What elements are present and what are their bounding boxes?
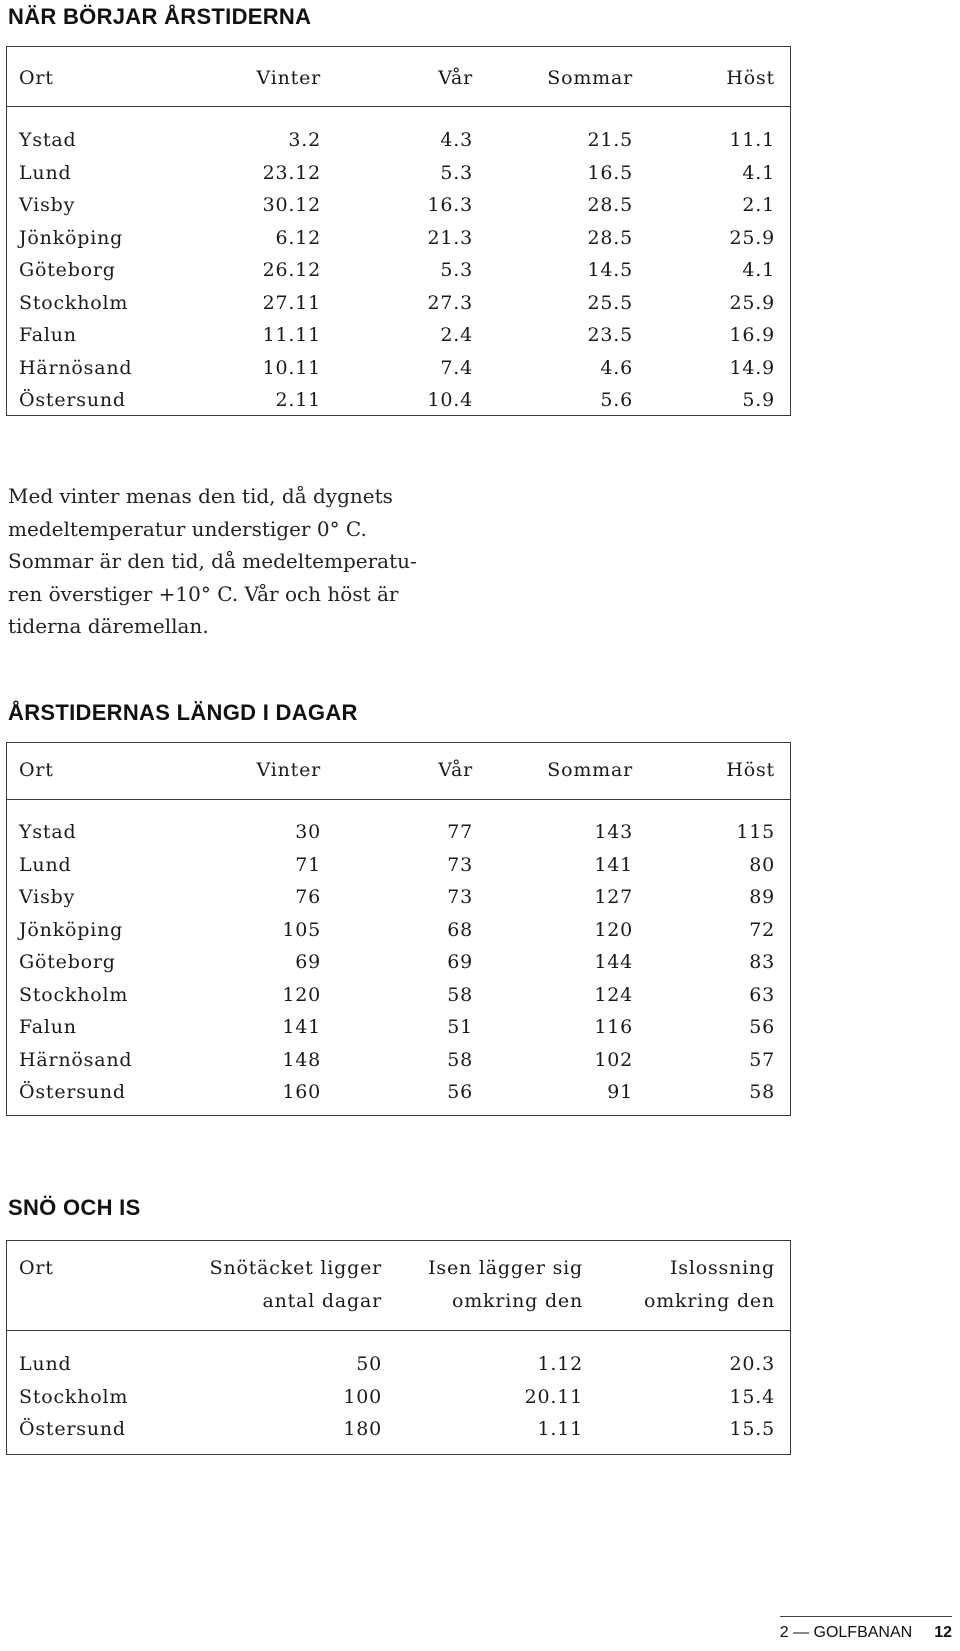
table-row <box>7 1011 790 1044</box>
table-cell: Ystad <box>19 821 77 843</box>
table-cell: 143 <box>594 821 633 843</box>
table-cell: 80 <box>749 853 775 876</box>
table-cell: Stockholm <box>19 291 129 314</box>
table-cell: 30 <box>295 821 321 843</box>
table-cell: 11.11 <box>262 324 321 346</box>
table-cell: 69 <box>295 951 321 973</box>
table-cell: Sommar <box>547 759 633 781</box>
note-line: medeltemperatur understiger 0° C. <box>8 516 367 541</box>
table-cell: Höst <box>726 67 775 89</box>
section-title-season-start: NÄR BÖRJAR ÅRSTIDERNA <box>8 4 312 29</box>
table-cell: 73 <box>447 886 473 908</box>
table-cell: 83 <box>749 951 775 973</box>
season-length-table <box>6 742 791 1116</box>
table-cell: 51 <box>447 1016 473 1038</box>
table-row <box>7 881 790 914</box>
table-cell: 10.4 <box>427 389 473 411</box>
table-cell: Höst <box>726 759 775 781</box>
table-cell: 56 <box>447 1081 473 1103</box>
table-cell: 23.12 <box>262 161 321 184</box>
table-cell: 58 <box>749 1081 775 1103</box>
table-cell: 26.12 <box>262 259 321 281</box>
table-cell: 20.11 <box>524 1385 583 1408</box>
table-header-cell: Isen lägger sig <box>428 1257 583 1279</box>
table-cell: 141 <box>282 1016 321 1038</box>
table-header-cell: Snötäcket ligger <box>209 1257 382 1279</box>
table-cell: 180 <box>343 1418 382 1440</box>
table-header-cell: Islossning <box>670 1257 775 1279</box>
table-cell: Härnösand <box>19 356 133 379</box>
season-start-body <box>7 124 790 417</box>
table-cell: 27.3 <box>427 291 473 314</box>
season-length-header <box>7 754 790 787</box>
table-cell: 89 <box>749 886 775 908</box>
table-header-row <box>7 62 790 95</box>
table-cell: 30.12 <box>262 194 321 216</box>
table-row <box>7 1348 790 1381</box>
table-cell: 160 <box>282 1081 321 1103</box>
table-cell: 120 <box>282 983 321 1006</box>
table-cell: 15.5 <box>729 1418 775 1440</box>
table-cell: 4.1 <box>742 161 775 184</box>
table-cell: Visby <box>19 886 76 908</box>
table-row <box>7 816 790 849</box>
table-cell: 73 <box>447 853 473 876</box>
table-cell: 21.5 <box>587 129 633 151</box>
table-cell: 57 <box>749 1048 775 1071</box>
table-cell: Göteborg <box>19 259 116 281</box>
table-cell: 1.12 <box>537 1353 583 1375</box>
table-cell: 120 <box>594 918 633 941</box>
table-cell: 63 <box>749 983 775 1006</box>
table-header-row <box>7 1285 790 1318</box>
table-header-cell: antal dagar <box>262 1289 382 1312</box>
table-cell: 3.2 <box>288 129 321 151</box>
table-cell: Göteborg <box>19 951 116 973</box>
table-cell: Stockholm <box>19 1385 129 1408</box>
section-title-snow-ice: SNÖ OCH IS <box>8 1195 141 1220</box>
table-cell: 2.4 <box>440 324 473 346</box>
table-cell: 25.9 <box>729 226 775 249</box>
table-row <box>7 1413 790 1446</box>
table-row <box>7 1044 790 1077</box>
table-cell: 58 <box>447 1048 473 1071</box>
table-cell: Östersund <box>19 389 126 411</box>
table-row <box>7 319 790 352</box>
table-cell: 27.11 <box>262 291 321 314</box>
table-cell: 21.3 <box>427 226 473 249</box>
table-cell: Sommar <box>547 67 633 89</box>
table-cell: 144 <box>594 951 633 973</box>
note-line: Med vinter menas den tid, då dygnets <box>8 484 393 508</box>
table-cell: Vår <box>438 759 473 781</box>
table-cell: 4.3 <box>440 129 473 151</box>
table-cell: 127 <box>594 886 633 908</box>
table-cell: 4.1 <box>742 259 775 281</box>
table-row <box>7 946 790 979</box>
table-cell: 16.3 <box>427 194 473 216</box>
table-cell: Lund <box>19 161 72 184</box>
footer-rule <box>780 1616 952 1617</box>
table-cell: 20.3 <box>729 1353 775 1375</box>
chapter-label: 2 — GOLFBANAN <box>779 1624 913 1641</box>
table-cell: 72 <box>749 918 775 941</box>
table-cell: 4.6 <box>600 356 633 379</box>
season-definition-note <box>8 480 468 643</box>
table-cell: Vinter <box>256 67 321 89</box>
table-cell: 91 <box>607 1081 633 1103</box>
table-cell: 68 <box>447 918 473 941</box>
season-start-header <box>7 62 790 95</box>
table-cell: Vår <box>438 67 473 89</box>
season-length-body <box>7 816 790 1109</box>
table-cell: 25.5 <box>587 291 633 314</box>
table-cell: 116 <box>594 1016 633 1038</box>
table-cell: 7.4 <box>440 356 473 379</box>
table-header-cell: Ort <box>19 1257 54 1279</box>
table-cell: 28.5 <box>587 194 633 216</box>
table-cell: 141 <box>594 853 633 876</box>
snow-ice-body <box>7 1348 790 1446</box>
table-row <box>7 914 790 947</box>
table-cell: Lund <box>19 853 72 876</box>
table-row <box>7 849 790 882</box>
table-cell: 76 <box>295 886 321 908</box>
table-cell: 5.3 <box>440 161 473 184</box>
page-number: 12 <box>934 1624 952 1641</box>
table-cell: 77 <box>447 821 473 843</box>
table-row <box>7 222 790 255</box>
table-cell: 2.11 <box>275 389 321 411</box>
table-cell: Härnösand <box>19 1048 133 1071</box>
table-row <box>7 189 790 222</box>
season-start-table <box>6 46 791 416</box>
table-cell: Ort <box>19 759 54 781</box>
table-row <box>7 287 790 320</box>
table-cell: Falun <box>19 1016 77 1038</box>
table-cell: 10.11 <box>262 356 321 379</box>
table-cell: Ort <box>19 67 54 89</box>
table-cell: 58 <box>447 983 473 1006</box>
table-header-cell: omkring den <box>643 1289 775 1312</box>
table-cell: 16.5 <box>587 161 633 184</box>
table-cell: 102 <box>594 1048 633 1071</box>
table-cell: 124 <box>594 983 633 1006</box>
table-cell: 2.1 <box>742 194 775 216</box>
table-cell: 148 <box>282 1048 321 1071</box>
table-cell: 11.1 <box>729 129 775 151</box>
table-cell: 14.5 <box>587 259 633 281</box>
table-row <box>7 352 790 385</box>
table-cell: 16.9 <box>729 324 775 346</box>
table-header-row <box>7 754 790 787</box>
table-cell: 15.4 <box>729 1385 775 1408</box>
table-cell: Östersund <box>19 1418 126 1440</box>
table-cell: 5.9 <box>742 389 775 411</box>
table-cell: Östersund <box>19 1081 126 1103</box>
table-cell: 1.11 <box>537 1418 583 1440</box>
table-cell: Stockholm <box>19 983 129 1006</box>
table-row <box>7 384 790 417</box>
table-cell: 5.3 <box>440 259 473 281</box>
table-cell: Visby <box>19 194 76 216</box>
table-cell: Ystad <box>19 129 77 151</box>
table-cell: 71 <box>295 853 321 876</box>
table-cell: 69 <box>447 951 473 973</box>
table-cell: 105 <box>282 918 321 941</box>
table-cell: 25.9 <box>729 291 775 314</box>
table-cell: Jönköping <box>19 226 124 249</box>
table-row <box>7 1076 790 1109</box>
table-cell: Falun <box>19 324 77 346</box>
table-cell: 100 <box>343 1385 382 1408</box>
table-divider <box>7 799 790 800</box>
table-row <box>7 1381 790 1414</box>
page-footer <box>780 1624 952 1642</box>
table-cell: 5.6 <box>600 389 633 411</box>
note-line: Sommar är den tid, då medeltemperatu- <box>8 549 417 573</box>
table-row <box>7 254 790 287</box>
table-cell: Jönköping <box>19 918 124 941</box>
snow-ice-header <box>7 1252 790 1317</box>
table-cell: 56 <box>749 1016 775 1038</box>
table-cell: 6.12 <box>275 226 321 249</box>
table-row <box>7 124 790 157</box>
table-cell: Vinter <box>256 759 321 781</box>
table-row <box>7 157 790 190</box>
table-divider <box>7 1330 790 1331</box>
table-cell: 14.9 <box>729 356 775 379</box>
note-line: ren överstiger +10° C. Vår och höst är <box>8 581 399 606</box>
table-cell: 23.5 <box>587 324 633 346</box>
table-header-row <box>7 1252 790 1285</box>
snow-ice-table <box>6 1240 791 1455</box>
table-row <box>7 979 790 1012</box>
table-cell: Lund <box>19 1353 72 1375</box>
table-cell: 28.5 <box>587 226 633 249</box>
table-cell: 50 <box>356 1353 382 1375</box>
table-cell: 115 <box>736 821 775 843</box>
table-header-cell: omkring den <box>451 1289 583 1312</box>
table-divider <box>7 106 790 107</box>
section-title-season-length: ÅRSTIDERNAS LÄNGD I DAGAR <box>8 700 358 725</box>
note-line: tiderna däremellan. <box>8 614 209 638</box>
